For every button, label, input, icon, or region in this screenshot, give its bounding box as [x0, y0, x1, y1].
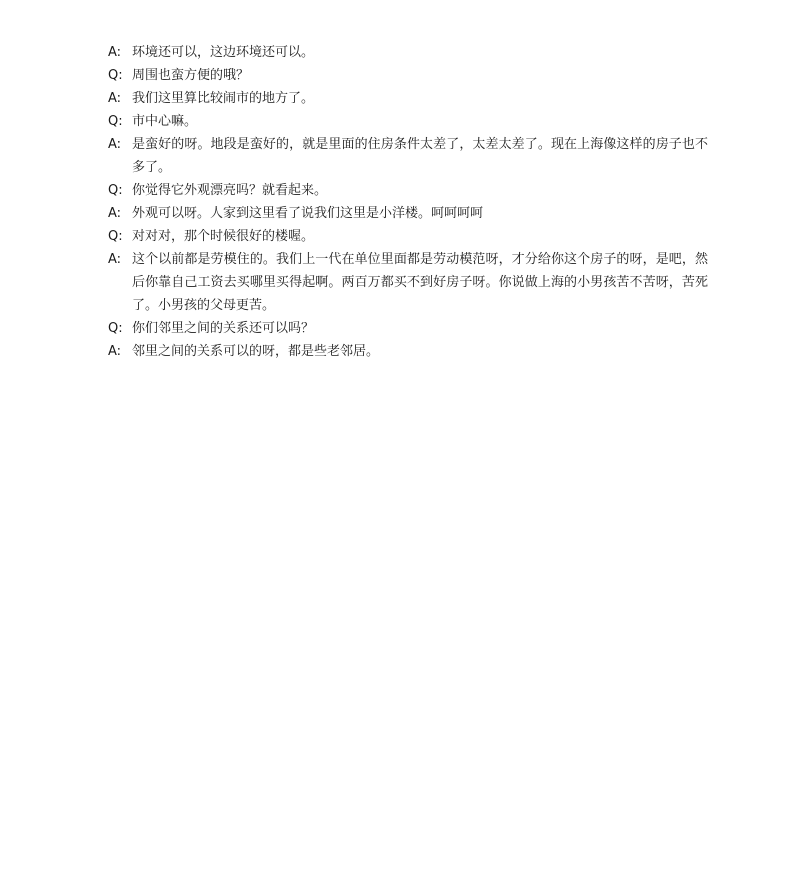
dialogue-text: 对对对，那个时候很好的楼喔。 — [132, 229, 315, 244]
dialogue-line — [108, 179, 708, 202]
dialogue-text: 这个以前都是劳模住的。我们上一代在单位里面都是劳动模范呀，才分给你这个房子的呀，是吧，然后你靠自己工资去买哪里买得起啊。两百万都买不到好房子呀。你说做上海的小男孩苦不苦呀，苦死了。小男孩的父母更苦。 — [132, 252, 708, 313]
dialogue-text: 外观可以呀。人家到这里看了说我们这里是小洋楼。呵呵呵呵 — [132, 206, 484, 221]
dialogue-line — [108, 41, 708, 64]
dialogue-line — [108, 133, 708, 179]
dialogue-line — [108, 202, 708, 225]
speaker-label: Q: — [108, 321, 123, 336]
dialogue-text: 邻里之间的关系可以的呀，都是些老邻居。 — [132, 344, 380, 359]
speaker-label: Q: — [108, 68, 123, 83]
dialogue-line — [108, 64, 708, 87]
speaker-label: Q: — [108, 114, 123, 129]
dialogue-line — [108, 110, 708, 133]
speaker-label: A: — [108, 45, 122, 60]
speaker-label: A: — [108, 252, 122, 267]
speaker-label: Q: — [108, 229, 123, 244]
speaker-label: A: — [108, 206, 122, 221]
interview-transcript — [108, 41, 708, 363]
speaker-label: A: — [108, 344, 122, 359]
dialogue-text: 你们邻里之间的关系还可以吗？ — [132, 321, 315, 336]
speaker-label: A: — [108, 91, 122, 106]
speaker-label: A: — [108, 137, 122, 152]
dialogue-text: 市中心嘛。 — [132, 114, 198, 129]
dialogue-text: 环境还可以，这边环境还可以。 — [132, 45, 315, 60]
dialogue-text: 你觉得它外观漂亮吗？就看起来。 — [132, 183, 328, 198]
dialogue-line — [108, 340, 708, 363]
dialogue-text: 是蛮好的呀。地段是蛮好的，就是里面的住房条件太差了，太差太差了。现在上海像这样的房子也不多了。 — [132, 137, 708, 175]
dialogue-line — [108, 225, 708, 248]
dialogue-line — [108, 87, 708, 110]
dialogue-text: 我们这里算比较闹市的地方了。 — [132, 91, 315, 106]
dialogue-line — [108, 317, 708, 340]
dialogue-text: 周围也蛮方便的哦？ — [132, 68, 250, 83]
dialogue-line — [108, 248, 708, 317]
speaker-label: Q: — [108, 183, 123, 198]
